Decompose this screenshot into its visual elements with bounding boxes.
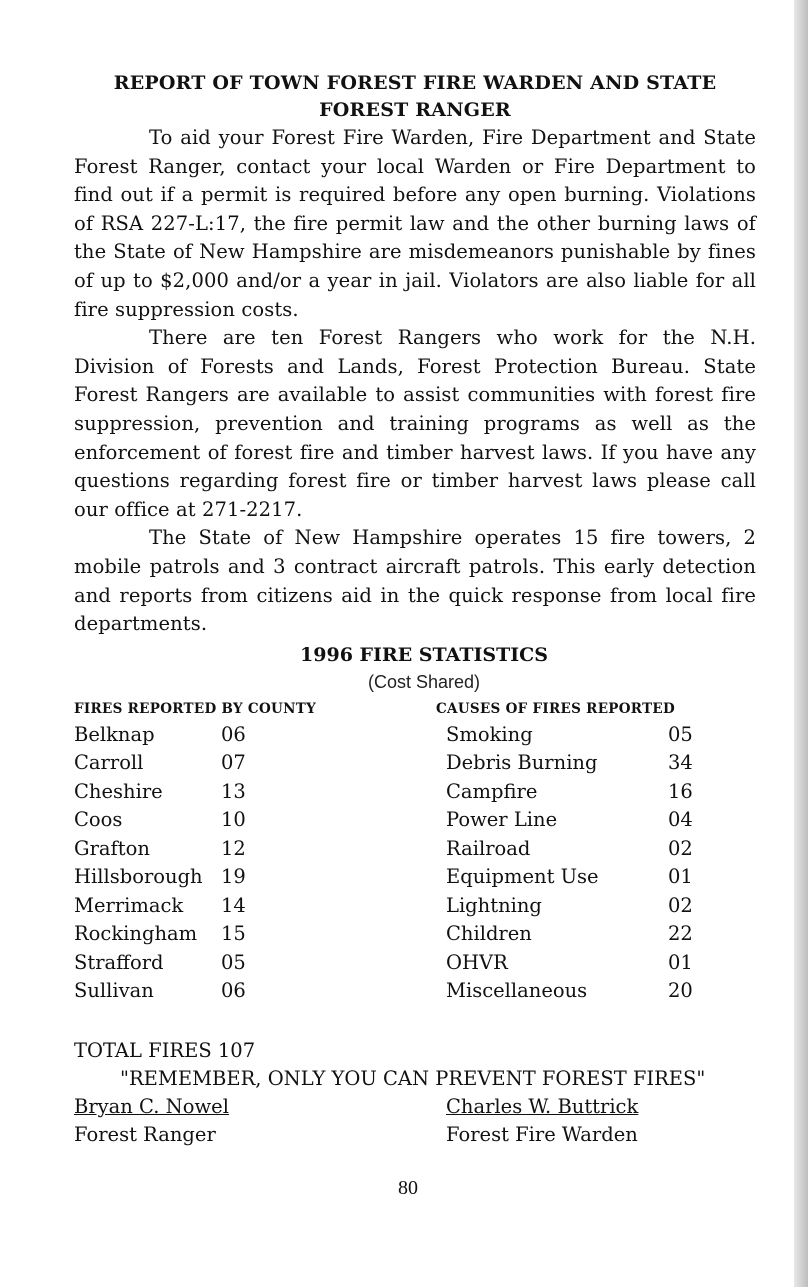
report-title bbox=[74, 70, 756, 124]
row-label: Belknap bbox=[74, 722, 155, 746]
signature-name: Bryan C. Nowel bbox=[74, 1094, 229, 1118]
signature-role: Forest Ranger bbox=[74, 1123, 216, 1147]
row-value: 02 bbox=[668, 836, 693, 860]
stats-title: 1996 FIRE STATISTICS bbox=[300, 643, 548, 666]
cause-table bbox=[436, 697, 756, 1006]
row-label: Strafford bbox=[74, 950, 164, 974]
table-row bbox=[436, 892, 756, 921]
row-label: Lightning bbox=[446, 893, 542, 917]
row-value: 01 bbox=[668, 950, 693, 974]
row-label: Sullivan bbox=[74, 979, 154, 1003]
row-value: 06 bbox=[221, 722, 246, 746]
row-label: Rockingham bbox=[74, 922, 198, 946]
page-edge-shadow bbox=[794, 0, 808, 1287]
stats-subtitle: (Cost Shared) bbox=[367, 671, 481, 692]
row-value: 10 bbox=[221, 808, 246, 832]
county-table bbox=[74, 697, 394, 1006]
row-value: 22 bbox=[668, 922, 693, 946]
table-row bbox=[436, 778, 756, 807]
table-row bbox=[74, 778, 394, 807]
table-row bbox=[436, 977, 756, 1006]
table-row bbox=[74, 806, 394, 835]
row-value: 20 bbox=[668, 979, 693, 1003]
row-label: Carroll bbox=[74, 751, 144, 775]
table-row bbox=[74, 749, 394, 778]
row-value: 12 bbox=[221, 836, 246, 860]
signature-role: Forest Fire Warden bbox=[446, 1123, 638, 1147]
table-row bbox=[74, 920, 394, 949]
row-label: Debris Burning bbox=[446, 751, 598, 775]
signatures bbox=[74, 1093, 756, 1153]
row-label: Grafton bbox=[74, 836, 150, 860]
row-value: 19 bbox=[221, 865, 246, 889]
row-value: 07 bbox=[221, 751, 246, 775]
row-label: Merrimack bbox=[74, 893, 184, 917]
row-value: 04 bbox=[668, 808, 693, 832]
row-label: Equipment Use bbox=[446, 865, 599, 889]
county-table-header: FIRES REPORTED BY COUNTY bbox=[74, 700, 317, 717]
title-line-1: REPORT OF TOWN FOREST FIRE WARDEN AND STATE bbox=[113, 72, 717, 94]
signature-ranger bbox=[74, 1093, 229, 1150]
row-label: Smoking bbox=[446, 722, 533, 746]
table-row bbox=[436, 749, 756, 778]
row-label: Children bbox=[446, 922, 532, 946]
slogan: "REMEMBER, ONLY YOU CAN PREVENT FOREST FIRES" bbox=[120, 1066, 706, 1090]
table-row bbox=[436, 863, 756, 892]
row-value: 01 bbox=[668, 865, 693, 889]
table-row bbox=[74, 721, 394, 750]
row-value: 06 bbox=[221, 979, 246, 1003]
table-row bbox=[74, 892, 394, 921]
row-value: 02 bbox=[668, 893, 693, 917]
page-number: 80 bbox=[398, 1177, 418, 1199]
table-row bbox=[436, 835, 756, 864]
row-label: Campfire bbox=[446, 779, 538, 803]
paragraph-permit: To aid your Forest Fire Warden, Fire Department and State Forest Ranger, contact your local Warden or Fire Department to find out if a permit is required before any open burning. Violations of RSA 227-L:17, the fire permit law and the other burning laws of the State of New Hampshire are misdemeanors punishable by fines of up to $2,000 and/or a year in jail. Violators are also liable for all fire suppression costs. bbox=[74, 126, 756, 321]
table-row bbox=[436, 721, 756, 750]
table-row bbox=[74, 949, 394, 978]
cause-table-header: CAUSES OF FIRES REPORTED bbox=[436, 700, 676, 717]
row-label: Coos bbox=[74, 808, 123, 832]
total-fires-row bbox=[74, 1037, 756, 1065]
row-value: 13 bbox=[221, 779, 246, 803]
row-value: 05 bbox=[221, 950, 246, 974]
table-row bbox=[436, 806, 756, 835]
table-row bbox=[74, 977, 394, 1006]
row-label: OHVR bbox=[446, 950, 508, 974]
signature-name: Charles W. Buttrick bbox=[446, 1094, 639, 1118]
row-value: 15 bbox=[221, 922, 246, 946]
table-row bbox=[74, 863, 394, 892]
row-label: Miscellaneous bbox=[446, 979, 588, 1003]
signature-warden bbox=[446, 1093, 638, 1150]
row-value: 34 bbox=[668, 751, 693, 775]
document-page bbox=[74, 70, 756, 1153]
total-fires-value: 107 bbox=[217, 1038, 256, 1062]
table-row bbox=[436, 920, 756, 949]
row-label: Cheshire bbox=[74, 779, 163, 803]
row-label: Hillsborough bbox=[74, 865, 203, 889]
total-fires-label: TOTAL FIRES bbox=[74, 1038, 212, 1062]
row-label: Power Line bbox=[446, 808, 558, 832]
stats-tables bbox=[74, 697, 756, 1037]
paragraph-towers: The State of New Hampshire operates 15 fire towers, 2 mobile patrols and 3 contract aircraft patrols. This early detection and reports from citizens aid in the quick response from local fire departments. bbox=[74, 526, 756, 636]
paragraph-rangers: There are ten Forest Rangers who work for the N.H. Division of Forests and Lands, Forest Protection Bureau. State Forest Rangers are available to assist communities with forest fire suppression, prevention and training programs as well as the enforcement of forest fire and timber harvest laws. If you have any questions regarding forest fire or timber harvest laws please call our office at 271-2217. bbox=[74, 326, 756, 521]
title-line-2: FOREST RANGER bbox=[319, 99, 511, 121]
table-row bbox=[74, 835, 394, 864]
table-row bbox=[436, 949, 756, 978]
row-value: 16 bbox=[668, 779, 693, 803]
row-label: Railroad bbox=[446, 836, 531, 860]
row-value: 05 bbox=[668, 722, 693, 746]
row-value: 14 bbox=[221, 893, 246, 917]
